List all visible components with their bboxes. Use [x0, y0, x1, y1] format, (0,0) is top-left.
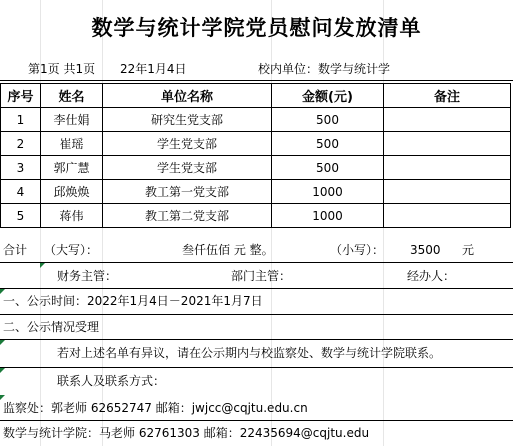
contact-supervision: 监察处：郭老师 62652747 邮箱：jwjcc@cqjtu.edu.cn	[3, 401, 308, 415]
row-unit: 学生党支部	[103, 156, 272, 180]
row-name: 李仕娟	[41, 108, 103, 132]
date-text: 22年1月4日	[120, 62, 187, 76]
row-no: 2	[1, 132, 41, 156]
finance-signature: 财务主管：	[57, 269, 118, 283]
notice-divider	[0, 314, 513, 315]
signature-divider	[0, 288, 513, 289]
contact-divider	[0, 420, 513, 421]
notice-body: 若对上述名单有异议，请在公示期内与校监察处、数学与统计学院联系。	[57, 346, 442, 360]
dept-signature: 部门主管：	[231, 269, 292, 283]
row-no: 3	[1, 156, 41, 180]
row-unit: 教工第一党支部	[103, 180, 272, 204]
notice-divider	[0, 339, 513, 340]
notice-section2: 二、公示情况受理	[3, 320, 100, 334]
row-amount: 500	[272, 108, 384, 132]
row-unit: 教工第二党支部	[103, 204, 272, 228]
total-upper-value: 叁仟伍佰 元 整。	[182, 243, 274, 257]
header-no: 序号	[1, 84, 41, 108]
table-row	[1, 180, 511, 204]
row-amount: 1000	[272, 204, 384, 228]
row-unit: 学生党支部	[103, 132, 272, 156]
table-row	[1, 204, 511, 228]
row-no: 5	[1, 204, 41, 228]
contact-label: 联系人及联系方式：	[57, 374, 166, 388]
comment-marker	[40, 263, 45, 268]
row-note	[384, 156, 511, 180]
row-amount: 500	[272, 132, 384, 156]
header-note: 备注	[384, 84, 511, 108]
header-unit: 单位名称	[103, 84, 272, 108]
total-lower-label: （小写）：	[330, 243, 385, 257]
total-label: 合计	[3, 243, 28, 257]
total-upper-label: （大写）：	[44, 243, 99, 257]
notice-section1: 一、公示时间：2022年1月4日－2021年1月7日	[3, 294, 263, 308]
unit-text: 校内单位：数学与统计学	[258, 62, 391, 76]
row-name: 郭广慧	[41, 156, 103, 180]
comment-marker	[0, 368, 5, 373]
row-unit: 研究生党支部	[103, 108, 272, 132]
row-note	[384, 132, 511, 156]
header-name: 姓名	[41, 84, 103, 108]
notice-divider	[0, 367, 513, 368]
table-row	[1, 108, 511, 132]
total-divider	[0, 262, 513, 263]
row-note	[384, 180, 511, 204]
row-name: 蒋伟	[41, 204, 103, 228]
row-note	[384, 204, 511, 228]
row-note	[384, 108, 511, 132]
meta-divider	[0, 80, 513, 81]
comment-marker	[0, 340, 5, 345]
total-unit: 元	[462, 243, 475, 257]
total-lower-value: 3500	[410, 243, 441, 257]
header-amount: 金额(元)	[272, 84, 384, 108]
row-no: 1	[1, 108, 41, 132]
table-row	[1, 132, 511, 156]
row-name: 邱焕焕	[41, 180, 103, 204]
table-header-row	[1, 84, 511, 108]
row-no: 4	[1, 180, 41, 204]
roster-table	[0, 83, 511, 228]
contact-school: 数学与统计学院：马老师 62761303 邮箱：22435694@cqjtu.edu	[3, 426, 370, 440]
row-name: 崔瑶	[41, 132, 103, 156]
handler-signature: 经办人：	[407, 269, 456, 283]
table-row	[1, 156, 511, 180]
row-amount: 500	[272, 156, 384, 180]
page-info: 第1页 共1页	[28, 62, 96, 76]
page-title: 数学与统计学院党员慰问发放清单	[91, 16, 422, 40]
row-amount: 1000	[272, 180, 384, 204]
